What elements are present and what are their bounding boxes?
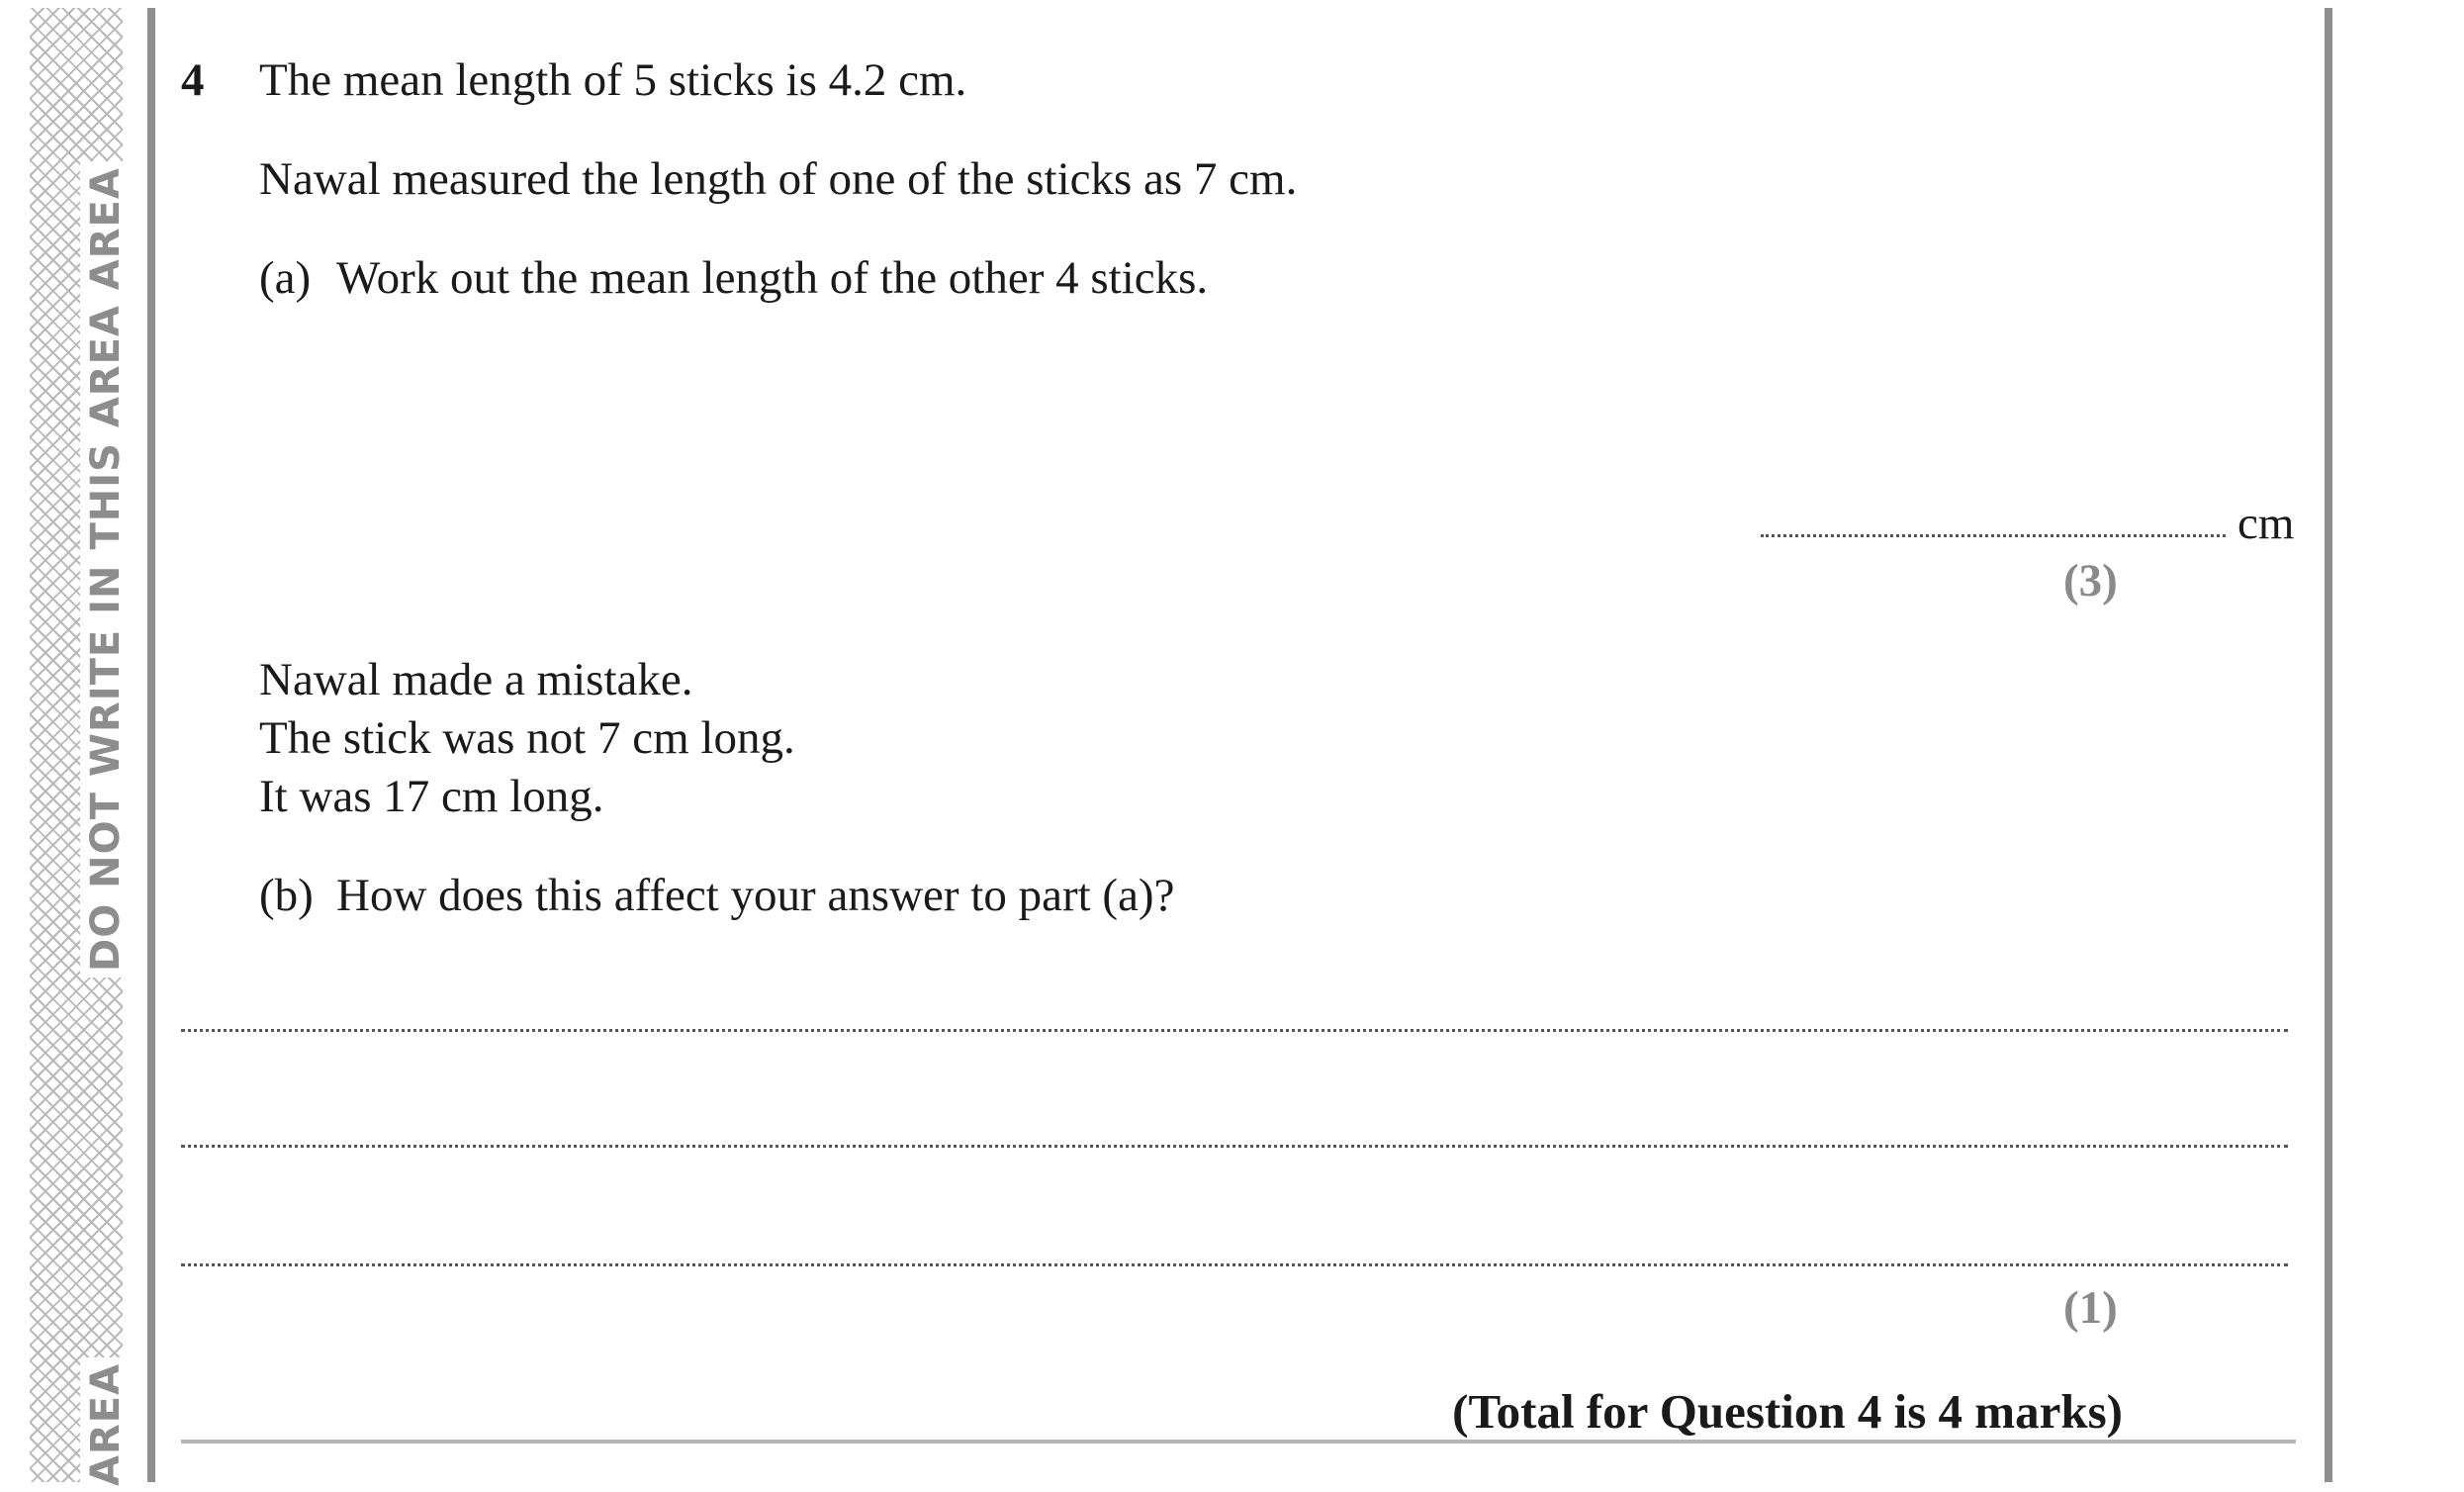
bottom-rule bbox=[181, 1440, 2296, 1444]
left-border-bar bbox=[147, 8, 155, 1482]
part-a-label: (a) bbox=[259, 252, 312, 304]
part-a-answer-line[interactable] bbox=[1761, 534, 2226, 537]
question-measurement: Nawal measured the length of one of the sticks as 7 cm. bbox=[259, 153, 1298, 205]
part-b-label: (b) bbox=[259, 870, 314, 921]
margin-warning-label-bottom: AREA bbox=[80, 1357, 132, 1492]
part-a-marks: (3) bbox=[2063, 555, 2118, 606]
part-a-text: Work out the mean length of the other 4 sticks. bbox=[336, 252, 1209, 304]
part-b-answer-line-1[interactable] bbox=[181, 1029, 2288, 1032]
question-intro: The mean length of 5 sticks is 4.2 cm. bbox=[259, 54, 967, 106]
part-a-prompt bbox=[259, 249, 1208, 307]
part-b-marks: (1) bbox=[2063, 1282, 2118, 1334]
part-a-unit: cm bbox=[2237, 498, 2295, 549]
part-b-answer-line-2[interactable] bbox=[181, 1145, 2288, 1148]
correction-line-2: The stick was not 7 cm long. bbox=[259, 712, 795, 764]
correction-line-1: Nawal made a mistake. bbox=[259, 654, 693, 705]
do-not-write-margin bbox=[30, 8, 129, 1486]
right-border-bar bbox=[2325, 8, 2332, 1482]
correction-line-3: It was 17 cm long. bbox=[259, 771, 604, 822]
part-b-prompt bbox=[259, 867, 1174, 924]
question-number: 4 bbox=[181, 54, 205, 106]
question-total: (Total for Question 4 is 4 marks) bbox=[1452, 1384, 2123, 1439]
margin-warning-label: DO NOT WRITE IN THIS AREA AREA bbox=[80, 161, 132, 978]
part-b-text: How does this affect your answer to part (a)? bbox=[336, 870, 1175, 921]
part-b-answer-line-3[interactable] bbox=[181, 1263, 2288, 1266]
